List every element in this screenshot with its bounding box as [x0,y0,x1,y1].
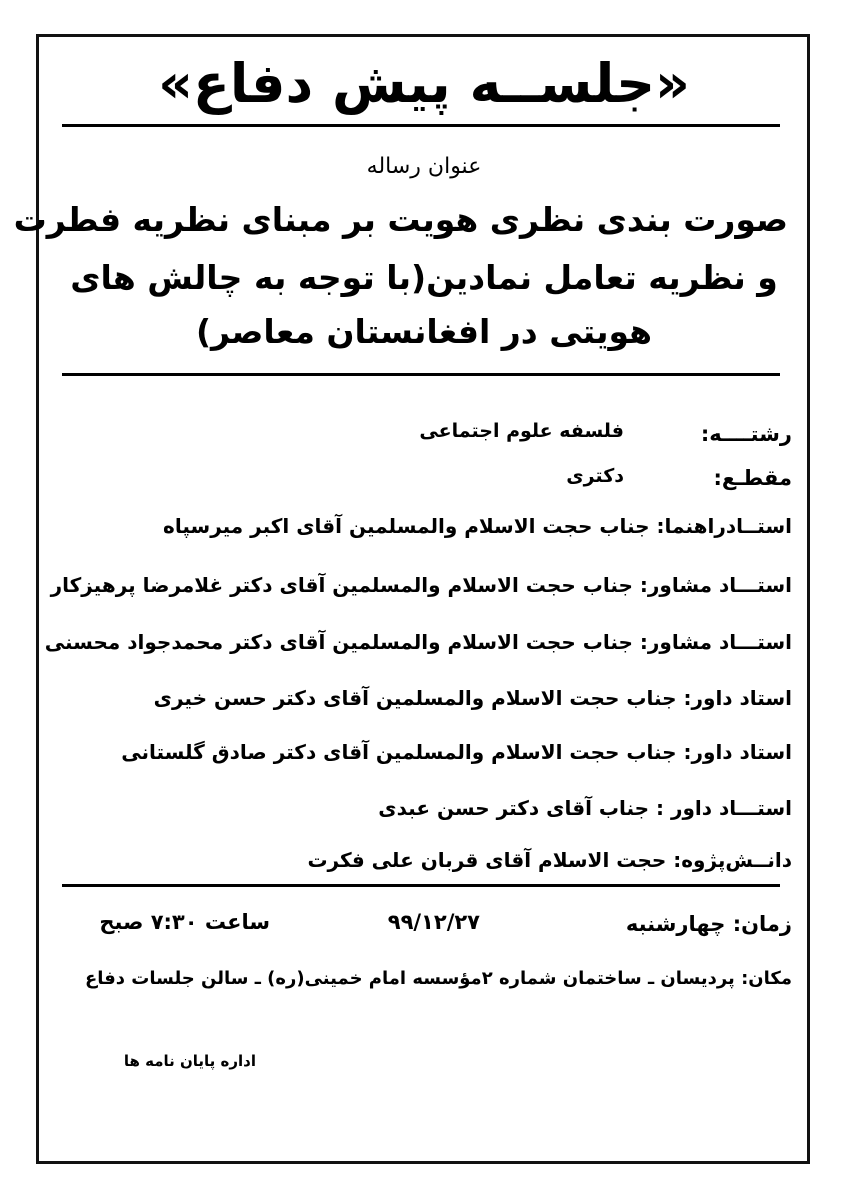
thesis-label: عنوان رساله [366,154,482,179]
hour-value: ساعت ۷:۳۰ صبح [99,910,270,934]
thesis-title-line-1: صورت بندی نظری هویت بر مبنای نظریه فطرت [13,200,788,239]
thesis-title-line-2: و نظریه تعامل نمادین(با توجه به چالش های [70,258,778,297]
referee-3: استـــاد داور : جناب آقای دکتر حسن عبدی [378,796,792,820]
title-divider [62,124,780,127]
thesis-divider [62,373,780,376]
advisor-supervisor: استــادراهنما: جناب حجت الاسلام والمسلمین آقای اکبر میرسپاه [163,514,792,538]
field-value: فلسفه علوم اجتماعی [419,420,624,442]
page-title: «جلســه پیش دفاع» [158,52,690,115]
referee-1: استاد داور: جناب حجت الاسلام والمسلمین آقای دکتر حسن خیری [153,686,792,710]
thesis-title-line-3: هویتی در افغانستان معاصر) [195,312,653,351]
advisor-consultant-2: استـــاد مشاور: جناب حجت الاسلام والمسلمین آقای دکتر محمدجواد محسنی [44,630,792,654]
office-signature: اداره پایان نامه ها [123,1052,256,1070]
date-value: ۹۹/۱۲/۲۷ [387,910,480,934]
field-label: رشتــــه: [700,422,792,446]
time-label: زمان: چهارشنبه [625,912,792,936]
schedule-divider [62,884,780,887]
level-label: مقطـع: [713,466,792,490]
referee-2: استاد داور: جناب حجت الاسلام والمسلمین آقای دکتر صادق گلستانی [121,740,792,764]
level-value: دکتری [566,465,624,487]
advisor-consultant-1: استـــاد مشاور: جناب حجت الاسلام والمسلمین آقای دکتر غلامرضا پرهیزکار [50,573,792,597]
student: دانــش‌پژوه: حجت الاسلام آقای قربان علی فکرت [307,848,792,872]
location-text: مکان: پردیسان ـ ساختمان شماره ۲مؤسسه امام خمینی(ره) ـ سالن جلسات دفاع [84,968,792,989]
